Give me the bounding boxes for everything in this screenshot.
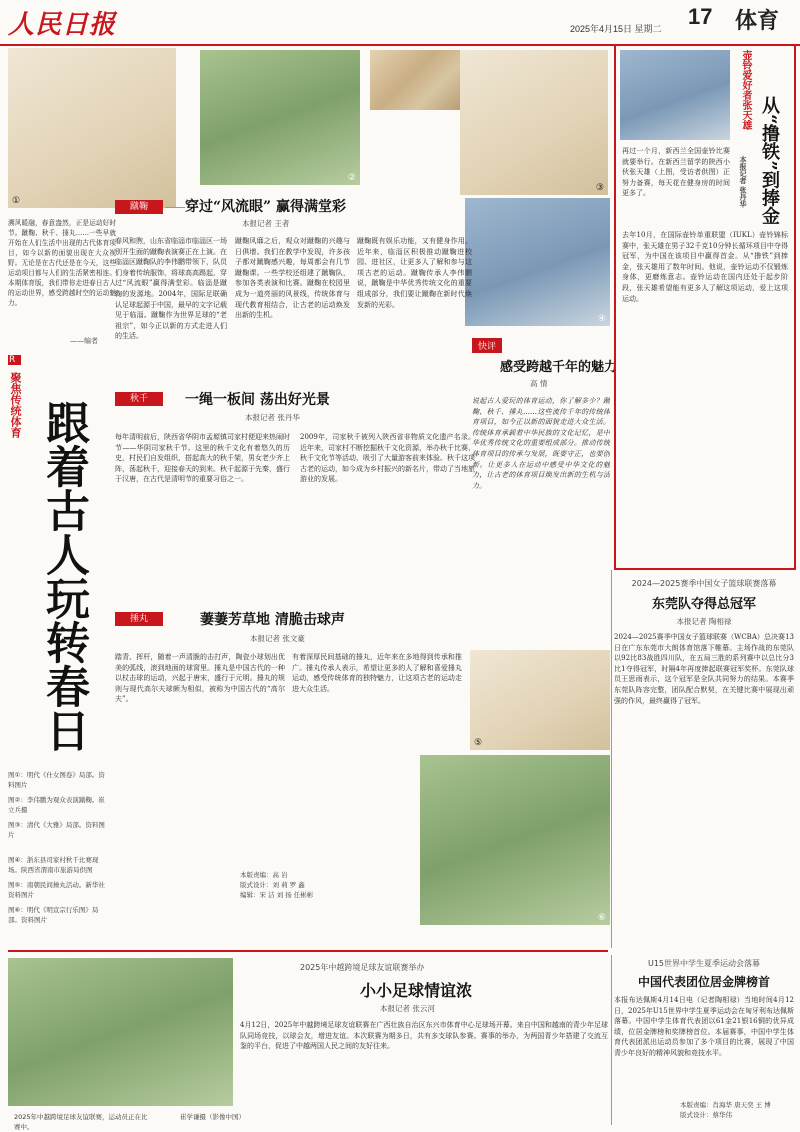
caption-img1: 图①：明代《仕女图卷》局部。资料图片 [8, 771, 105, 789]
caption-img4: 图④：浙东县司家村秋千比赛现场。陕西省渭南市旅游局供图 [8, 856, 99, 874]
editor-preface: 溯风暖融，春意盎然，正是运动好时节。蹴鞠、秋千、捶丸……一些早就开始在人们生活中出现的古代体育项目，如今以新的面貌出现在大众视野。无论是在古代还是在今天，这些运动项目都与人们的生活紧密相连。本期体育版，我们带你走进春日古人的运动世界，感受跨越时空的运动魅力。 [8, 219, 116, 307]
photo-cuju-performance [200, 50, 360, 185]
photo-zhang-tianxiong [620, 50, 730, 140]
profile-title: 从“撸铁”到捧金 [759, 96, 780, 225]
commentary-tag: 快评 [472, 338, 502, 353]
profile-byline: 本报记者 张丹华 [739, 156, 747, 208]
wcba-title: 东莞队夺得总冠军 [651, 597, 756, 612]
u15-text: 本报布达佩斯4月14日电（记者陶相禄）当地时间4月12日，2025年U15世界中学生夏季运动会在匈牙利布达佩斯落幕。中国中学生体育代表团以61金21银16铜的优异成绩，位居金牌榜和奖牌榜首位。本届赛事，中国中学生体育代表团派出运动员参加了多个项目的比赛，展现了中国青少年良好的精神风貌和竞技水平。 [614, 996, 794, 1057]
u15-title-small: U15世界中学生夏季运动会落幕 [647, 959, 761, 968]
publication-date: 2025年4月15日 星期二 [570, 24, 662, 34]
wcba-header [614, 578, 794, 627]
football-byline: 本报记者 张云河 [380, 1004, 435, 1013]
column-divider [611, 570, 612, 948]
profile-box [614, 44, 796, 570]
chuiwan-kicker: 捶丸 [115, 612, 163, 626]
photo-swing-festival [465, 198, 610, 326]
qiuqian-col1: 每年清明前后，陕西省华阴市孟塬镇司家村便迎来热闹时节——华阴司家秋千节。这里的秋千文化有着悠久的历史，村民们自发组织，搭起高大的秋千架，男女老少齐上阵，荡起秋千，迎接春天的到来。秋千起源于先秦，盛行于汉唐，在古代是清明节的重要习俗之一。 [115, 433, 290, 484]
chuiwan-col2: 有着深厚民间基础的捶丸，近年来在多地得到传承和推广。捶丸传承人表示，希望让更多的人了解和喜爱捶丸运动，感受传统体育的独特魅力，让这项古老的运动走进大众生活。 [292, 653, 462, 693]
commentary-text: 说起古人爱玩的体育运动，你了解多少？蹴鞠、秋千、捶丸……这些流传千年的传统体育项目，如今正以新的面貌走进大众生活。传统体育承载着中华民族的文化记忆，是中华优秀传统文化的重要组成部分。推动传统体育项目的传承与发展，既要守正，也要创新。让更多人在运动中感受中华文化的魅力，让古老的体育项目焕发出新的生机与活力。 [472, 397, 610, 490]
editor-signature: ——编者 [70, 337, 98, 345]
u15-header [614, 958, 794, 990]
football-caption: 2025年中越跨境足球友谊联赛，运动员正在比赛中。 [14, 1113, 148, 1131]
cuju-col1: 春风和煦，山东省临淄市临淄区一场别开生面的蹴鞠表演赛正在上演。在临淄区蹴鞠队的李伟鹏带领下，队员们身着传统服饰，将球高高踢起，穿过“风流眼”赢得满堂彩。临淄是蹴鞠的发源地。2004年，国际足联确认足球起源于中国，最早的文字记载见于临淄。蹴鞠作为世界足球的“老祖宗”，如今正以新的方式走进人们的生活。 [115, 237, 227, 341]
photo-marker: ④ [597, 314, 606, 324]
profile-intro: 再过一个月，新西兰全国壶铃比赛就要举行。在新西兰留学的陕西小伙张天雄（上图，受访者供图）正努力备赛，每天花在健身房的时间更多了。 [622, 147, 730, 198]
cuju-byline: 本报记者 王者 [242, 219, 290, 228]
chuiwan-col1: 踏青、挥杆，随着一声清脆的击打声，陶瓷小球划出优美的弧线，滚到地面的球窝里。捶丸是中国古代的一种以杖击球的运动，兴起于唐宋，盛行于元明。捶丸的规则与现代高尔夫球颇为相似，被称为中国古代的“高尔夫”。 [115, 653, 285, 704]
photo-cuju-ball [370, 50, 460, 110]
photo-marker: ① [12, 196, 21, 206]
u15-title: 中国代表团位居金牌榜首 [637, 975, 770, 989]
profile-subtitle: 壶铃爱好者张天雄 [740, 50, 751, 130]
masthead [0, 0, 800, 46]
theme-vertical-title: 跟着古人玩转春日 [38, 400, 89, 752]
caption-img2: 图②：李伟鹏为观众表演蹴鞠。崔立兵摄 [8, 796, 105, 814]
cuju-col2: 蹴鞠风靡之后，观众对蹴鞠的兴趣与日俱增。我们在教学中发现，许多孩子都对蹴鞠感兴趣，每周都会有几节蹴鞠课。一些学校还组建了蹴鞠队，参加各类表演和比赛。蹴鞠在校园里成为一道亮丽的风景线，传统体育与现代教育相结合，让古老的运动焕发出新的生机。 [235, 237, 350, 320]
chuiwan-title: 萋萋芳草地 清脆击球声 [200, 612, 345, 628]
theme-tag: 聚焦传统体育 [9, 372, 22, 438]
profile-text: 去年10月，在国际壶铃单重联盟（IUKL）壶铃锦标赛中，张天雄在男子32千克10分钟长循环项目中夺得冠军，为中国在该项目中赢得首金。从“撸铁”到捧金，张天雄用了数年时间。他说，壶铃运动不仅锻炼身体，更磨炼意志。壶铃运动在国内还处于起步阶段，张天雄希望能有更多人了解这项运动，爱上这项运动。 [622, 231, 788, 303]
qiuqian-col2: 2009年，司家秋千被列入陕西省非物质文化遗产名录。近年来，司家村不断挖掘秋千文化资源，举办秋千比赛、秋千文化节等活动，吸引了大量游客前来体验。秋千这项古老的运动，如今成为乡村振兴的新名片，带动了当地旅游业的发展。 [300, 433, 475, 484]
editors-left: 本版责编：高 岩 版式设计：刘 莉 罗 鑫 编辑：宋 洁 刘 扬 任彬彬 [240, 871, 314, 899]
cuju-title: 穿过“风流眼” 赢得满堂彩 [185, 199, 346, 215]
photo-marker: ⑥ [597, 913, 606, 923]
cuju-col3: 蹴鞠既有娱乐功能，又有健身作用。近年来，临淄区积极推动蹴鞠进校园、进社区，让更多人了解和参与这项古老的运动。蹴鞠传承人李伟鹏说，蹴鞠是中华优秀传统文化的重要组成部分，我们要让蹴鞠在新时代焕发新的光彩。 [357, 237, 472, 309]
photo-ancient-painting-3 [460, 50, 608, 195]
wcba-title-small: 2024—2025赛季中国女子篮球联赛落幕 [631, 579, 777, 588]
football-text: 4月12日，2025年中越跨境足球友谊联赛在广西壮族自治区东兴市体育中心足球场开幕。来自中国和越南的青少年足球队同场竞技，以球会友，增进友谊。本次联赛为期多日，共有多支球队参赛。赛事的举办，为两国青少年搭建了交流互鉴的平台，促进了中越两国人民之间的友好往来。 [240, 1021, 608, 1051]
photo-ming-painting [420, 755, 610, 925]
section-name: 体育 [735, 8, 780, 34]
divider [8, 950, 608, 952]
column-divider [611, 955, 612, 1125]
football-title: 小小足球情谊浓 [360, 981, 473, 1000]
theme-tag-icon: R [8, 355, 21, 365]
caption-img5: 图⑤：南朝民间捶丸活动。新华社资料图片 [8, 881, 105, 899]
editors-right: 本版责编：肖海华 唐天奕 王 博 版式设计：蔡华伟 [680, 1101, 771, 1119]
page-number: 17 [688, 4, 713, 29]
commentary-title: 感受跨越千年的魅力 [500, 360, 618, 375]
qiuqian-title: 一绳一板间 荡出好光景 [185, 392, 330, 408]
photo-marker: ② [347, 173, 356, 183]
football-credit: 崔学谦摄（影像中国） [180, 1113, 245, 1121]
photo-marker: ⑤ [474, 738, 483, 748]
chuiwan-byline: 本报记者 张文豪 [250, 634, 305, 643]
football-title-small: 2025年中越跨境足球友谊联赛举办 [300, 963, 425, 972]
photo-chuiwan-activity [470, 650, 610, 750]
caption-img3: 图③：清代《大雅》局部。资料图片 [8, 821, 105, 839]
photo-football-match [8, 958, 233, 1106]
qiuqian-kicker: 秋千 [115, 392, 163, 406]
qiuqian-byline: 本报记者 张丹华 [245, 413, 300, 422]
cuju-kicker: 蹴鞠 [115, 200, 163, 214]
commentary-author: 高 情 [530, 379, 548, 388]
photo-marker: ③ [595, 183, 604, 193]
divider [165, 207, 185, 208]
photo-ancient-painting-1 [8, 48, 176, 208]
newspaper-logo: 人民日报 [8, 10, 117, 40]
wcba-byline: 本报记者 陶相禄 [676, 617, 732, 626]
caption-img6: 图⑥：明代《明宣宗行乐图》局部。资料图片 [8, 906, 99, 924]
wcba-text: 2024—2025赛季中国女子篮球联赛（WCBA）总决赛13日在广东东莞市大朗体育馆落下帷幕。主场作战的东莞队以92比83战胜四川队，在五局三胜的系列赛中以总比分3比1夺得冠军，时隔4年再度捧起联赛冠军奖杯。东莞队球员王思雨表示，这个冠军是全队共同努力的结果。本赛季东莞队阵容完整，团队配合默契，在关键比赛中展现出顽强的作风，最终赢得了冠军。 [614, 633, 794, 705]
